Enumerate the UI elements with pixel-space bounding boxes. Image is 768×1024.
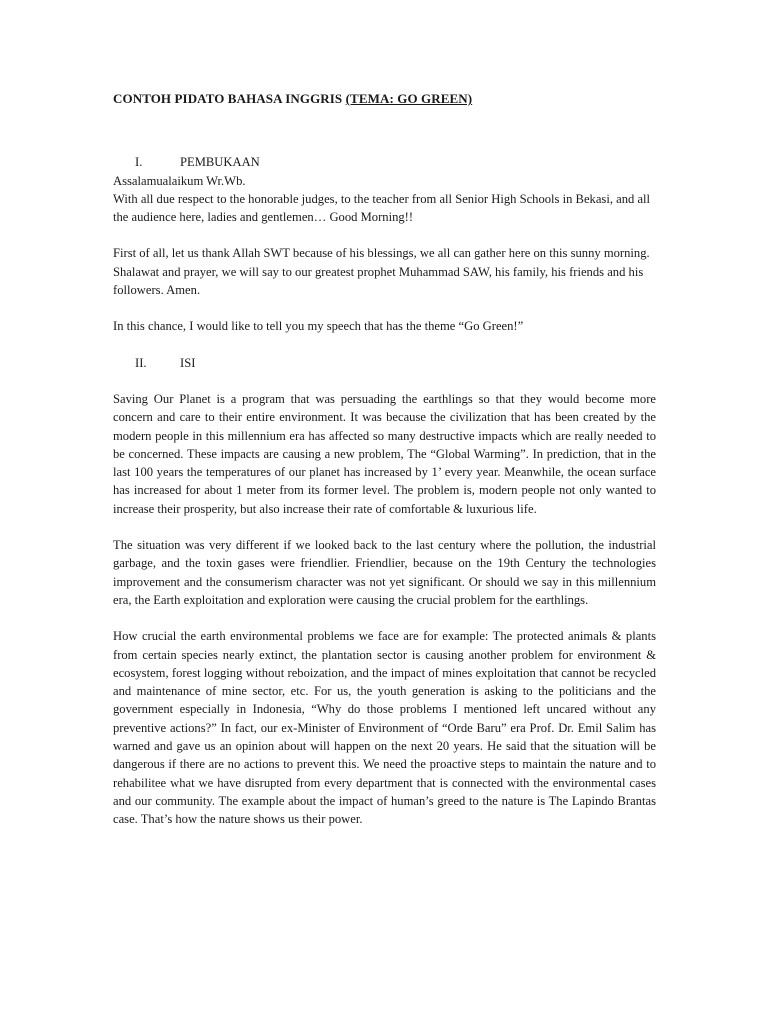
section-title: ISI: [180, 355, 196, 370]
thanks-paragraph: First of all, let us thank Allah SWT because of his blessings, we all can gather here on this sunny morning. Shalawat and prayer, we will say to our greatest prophet Muhammad SAW, his family, his friends and his followers. Amen.: [113, 246, 650, 298]
intro-paragraph: In this chance, I would like to tell you my speech that has the theme “Go Green!”: [113, 319, 524, 334]
section-heading-content: [113, 354, 656, 372]
section-title: PEMBUKAAN: [180, 155, 260, 170]
section-heading-opening: [113, 153, 656, 171]
body-paragraph: The situation was very different if we looked back to the last century where the pollution, the industrial garbage, and the toxin gases were friendlier. Friendlier, because on the 19th Century the technologies improvement and the consumerism character was not yet significant. Or should we say in this millennium era, the Earth exploitation and exploration were causing the crucial problem for the earthlings.: [113, 538, 656, 607]
body-paragraph: How crucial the earth environmental problems we face are for example: The protected animals & plants from certain species nearly extinct, the plantation sector is causing another problem for environment & ecosystem, forest logging without reboization, and the impact of mines exploitation that cannot be recycled and maintenance of mine sector, etc. For us, the youth generation is asking to the politicians and the government especially in Indonesia, “Why do those problems I mentioned left uncared without any preventive actions?” In fact, our ex-Minister of Environment of “Orde Baru” era Prof. Dr. Emil Salim has warned and gave us an opinion about will happen on the next 20 years. He said that the situation will be dangerous if there are no actions to prevent this. We need the proactive steps to maintain the nature and to rehabilitee what we have disrupted from every department that is connected with the environmental cases and our community. The example about the impact of human’s greed to the nature is The Lapindo Brantas case. That’s how the nature shows us their power.: [113, 629, 656, 827]
section-numeral: I.: [135, 155, 143, 170]
title-main: CONTOH PIDATO BAHASA INGGRIS: [113, 91, 343, 106]
section-numeral: II.: [135, 355, 147, 370]
respect-paragraph: With all due respect to the honorable judges, to the teacher from all Senior High Schools in Bekasi, and all the audience here, ladies and gentlemen… Good Morning!!: [113, 191, 651, 225]
greeting-text: Assalamualaikum Wr.Wb.: [113, 173, 246, 188]
document-page: [113, 90, 656, 847]
document-title: [113, 90, 656, 108]
body-paragraph: Saving Our Planet is a program that was persuading the earthlings so that they would become more concern and care to their entire environment. It was because the civilization that has been created by the modern people in this millennium era has affected so many destructive impacts which are really needed to be concerned. These impacts are causing a new problem, The “Global Warming”. In prediction, that in the last 100 years the temperatures of our planet has increased by 1’ every year. Meanwhile, the ocean surface has increased for about 1 meter from its former level. The problem is, modern people not only wanted to increase their prosperity, but also increase their rate of comfortable & luxurious life.: [113, 391, 656, 516]
title-theme: (TEMA: GO GREEN): [345, 91, 473, 106]
